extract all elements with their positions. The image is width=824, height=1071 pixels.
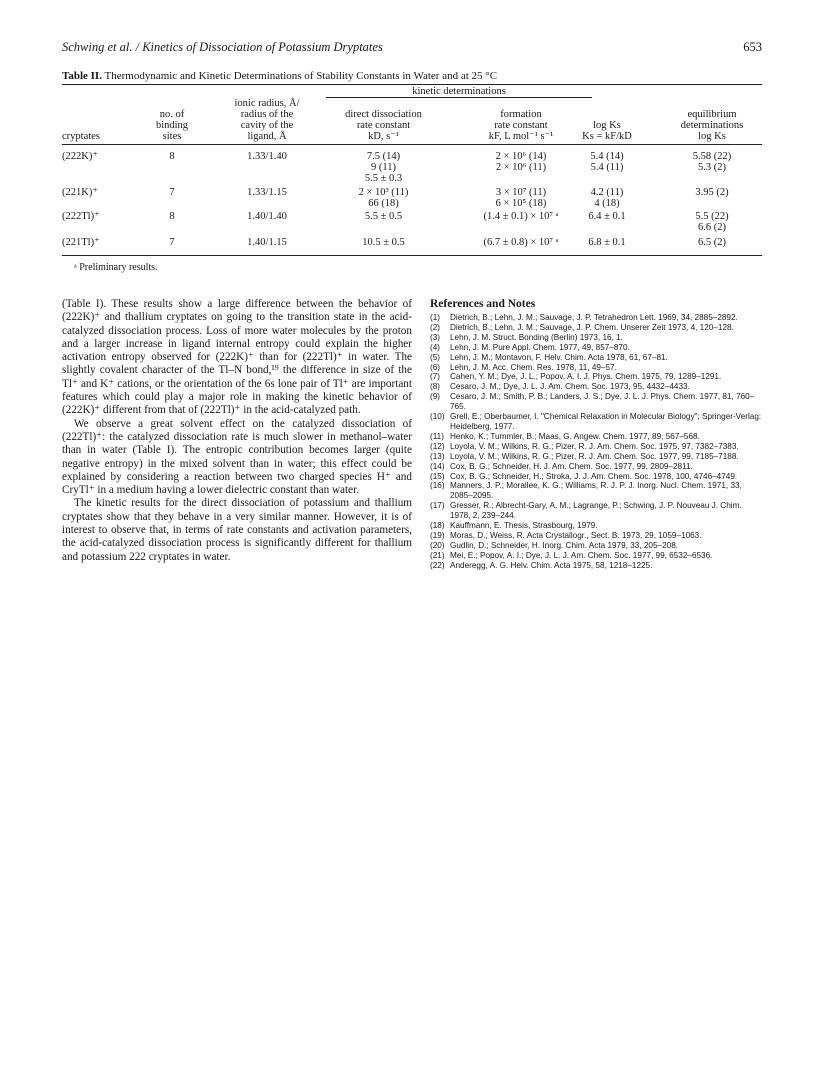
reference-item (430, 372, 764, 382)
reference-number: (14) (430, 461, 445, 471)
reference-item (430, 353, 764, 363)
reference-number: (16) (430, 481, 445, 491)
reference-item (430, 333, 764, 343)
reference-number: (6) (430, 362, 441, 372)
reference-item (430, 531, 764, 541)
reference-text: Cahen, Y. M.; Dye, J. L.; Popov, A. I. J. Phys. Chem. 1975, 79, 1289–1291. (450, 372, 722, 382)
table-cell-cryptates: (221Tl)⁺ (62, 237, 100, 248)
reference-item (430, 452, 764, 462)
table-cell-binding: 7 (169, 237, 175, 248)
reference-number: (10) (430, 412, 445, 422)
table-bottom-rule (62, 255, 762, 256)
table-cell-kd: 5.5 ± 0.3 (364, 173, 403, 184)
header-kf-line: kF, L mol⁻¹ s⁻¹ (488, 131, 554, 142)
header-logks-line: log Ks (593, 120, 621, 131)
table-cell-kf: 3 × 10⁷ (11) (495, 187, 547, 198)
reference-text: Grell, E.; Oberbaumer, I. "Chemical Relaxation in Molecular Biology"; Springer-Verlag: Heidelberg, 1977. (450, 412, 762, 431)
references-list (430, 313, 764, 571)
table-cell-kd: 66 (18) (368, 198, 399, 209)
reference-text: Lehn, J. M. Acc. Chem. Res. 1978, 11, 49–57. (450, 362, 617, 372)
reference-number: (11) (430, 431, 444, 441)
table-cell-equil: 6.5 (2) (698, 237, 726, 248)
reference-item (430, 323, 764, 333)
table-cell-equil: 5.3 (2) (698, 162, 726, 173)
kinetic-group-header: kinetic determinations (412, 86, 506, 97)
table-header-rule (62, 144, 762, 145)
reference-number: (4) (430, 342, 441, 352)
table-cell-equil: 5.58 (22) (692, 151, 732, 162)
header-radius-line: ionic radius, Å/ (234, 98, 300, 109)
reference-number: (3) (430, 332, 441, 342)
table-cell-kd: 2 × 10³ (11) (358, 187, 409, 198)
reference-text: Moras, D.; Weiss, R. Acta Crystallogr., Sect. B. 1973, 29, 1059–1063. (450, 530, 702, 540)
table-cell-equil: 3.95 (2) (695, 187, 729, 198)
reference-text: Lehn, J. M. Struct. Bonding (Berlin) 1973, 16, 1. (450, 332, 623, 342)
table-cell-radius: 1.33/1.15 (247, 187, 287, 198)
table-cell-kd: 9 (11) (371, 162, 396, 173)
table-cell-equil: 6.6 (2) (698, 222, 726, 233)
reference-text: Manners, J. P.; Morallee, K. G.; Williams, R. J. P. J. Inorg. Nucl. Chem. 1971, 33, 2085–2095. (450, 481, 742, 501)
reference-number: (13) (430, 451, 445, 461)
table-caption-text: Thermodynamic and Kinetic Determinations of Stability Constants in Water and at 25 °C (104, 70, 498, 82)
reference-number: (21) (430, 550, 445, 560)
reference-number: (9) (430, 392, 441, 402)
header-equil-line: equilibrium (687, 109, 737, 120)
header-kd-line: rate constant (356, 120, 411, 131)
table-cell-kf: 6 × 10⁵ (18) (495, 198, 547, 209)
header-binding-line: binding (155, 120, 189, 131)
reference-item (430, 462, 764, 472)
table-cell-cryptates: (221K)⁺ (62, 187, 98, 198)
table-cell-binding: 8 (169, 151, 175, 162)
table-cell-kf: 2 × 10⁶ (11) (495, 162, 547, 173)
header-kf-line: rate constant (494, 120, 548, 131)
table-cell-kd: 7.5 (14) (366, 151, 401, 162)
reference-item (430, 501, 764, 521)
table-label: Table II. (62, 70, 102, 82)
table-cell-kf: (6.7 ± 0.8) × 10⁷ ᵃ (483, 237, 559, 248)
references-section (430, 298, 764, 571)
references-heading: References and Notes (430, 298, 536, 310)
header-equil-line: log Ks (698, 131, 726, 142)
body-paragraph: We observe a great solvent effect on the catalyzed dissociation of (222Tl)⁺: the catalyzed dissociation rate is much slower in methanol–water than in water (Table I). The entropic contribution becomes larger (quite negative entropy) in the mixed solvent than in water; this effect could be explained by considering a reaction between two charged species H⁺ and CryTl⁺ in a medium having a lower dielectric constant than water. (62, 417, 412, 497)
table-cell-equil: 5.5 (22) (695, 211, 729, 222)
reference-number: (17) (430, 501, 445, 511)
reference-text: Kauffmann, E. Thesis, Strasbourg, 1979. (450, 521, 598, 531)
table-cell-cryptates: (222K)⁺ (62, 151, 98, 162)
reference-text: Dietrich, B.; Lehn, J. M.; Sauvage, J. P. Chem. Unserer Zeit 1973, 4, 120–128. (450, 322, 734, 332)
header-binding-line: sites (162, 131, 182, 142)
table-cell-kd: 10.5 ± 0.5 (362, 237, 405, 248)
reference-text: Cesaro, J. M.; Dye, J. L. J. Am. Chem. Soc. 1973, 95, 4432–4433. (450, 382, 690, 392)
reference-text: Mei, E.; Popov, A. I.; Dye, J. L. J. Am. Chem. Soc. 1977, 99, 6532–6536. (450, 550, 713, 560)
reference-item (430, 561, 764, 571)
header-cryptates-line: cryptates (62, 131, 100, 142)
reference-number: (15) (430, 471, 445, 481)
reference-number: (2) (430, 322, 441, 332)
table-cell-logks: 4 (18) (594, 198, 620, 209)
table-caption (62, 70, 497, 82)
header-radius-line: cavity of the (240, 120, 294, 131)
running-head (62, 40, 762, 56)
reference-number: (5) (430, 352, 441, 362)
header-equil-line: determinations (680, 120, 744, 131)
header-logks-line: Ks = kF/kD (582, 131, 632, 142)
reference-item (430, 363, 764, 373)
reference-number: (8) (430, 382, 441, 392)
table-cell-logks: 6.8 ± 0.1 (588, 237, 626, 248)
reference-item (430, 541, 764, 551)
reference-number: (20) (430, 540, 445, 550)
reference-text: Gudlin, D.; Schneider, H. Inorg. Chim. Acta 1979, 33, 205–208. (450, 540, 679, 550)
reference-number: (7) (430, 372, 441, 382)
table-cell-kf: 2 × 10⁶ (14) (495, 151, 547, 162)
reference-text: Loyola, V. M.; Wilkins, R. G.; Pizer, R. J. Am. Chem. Soc. 1975, 97, 7382–7383. (450, 441, 739, 451)
reference-item (430, 392, 764, 412)
reference-text: Lehn, J. M. Pure Appl. Chem. 1977, 49, 857–870. (450, 342, 630, 352)
table-cell-radius: 1.33/1.40 (247, 151, 287, 162)
header-radius-line: radius of the (240, 109, 294, 120)
running-head-title: Schwing et al. / Kinetics of Dissociation of Potassium Dryptates (62, 40, 383, 54)
page-number: 653 (743, 40, 762, 54)
table-top-rule (62, 84, 762, 85)
reference-number: (22) (430, 560, 445, 570)
reference-text: Gresser, R.; Albrecht-Gary, A. M.; Lagrange, P.; Schwing, J. P. Nouveau J. Chim. 1978, 2, 239–244. (450, 501, 742, 521)
table-cell-logks: 5.4 (14) (590, 151, 624, 162)
reference-item (430, 432, 764, 442)
table-cell-kd: 5.5 ± 0.5 (364, 211, 403, 222)
reference-number: (1) (430, 313, 441, 322)
reference-item (430, 521, 764, 531)
reference-text: Henko, K.; Tummler, B.; Maas, G. Angew. Chem. 1977, 89, 567–568. (450, 431, 700, 441)
body-text-column (62, 298, 412, 564)
header-kf-line: formation (500, 109, 542, 120)
table-cell-logks: 4.2 (11) (590, 187, 624, 198)
reference-item (430, 382, 764, 392)
table-cell-logks: 6.4 ± 0.1 (588, 211, 626, 222)
table-cell-radius: 1.40/1.40 (247, 211, 287, 222)
table-cell-radius: 1.40/1.15 (247, 237, 287, 248)
table-cell-binding: 8 (169, 211, 175, 222)
header-kd-line: kD, s⁻¹ (368, 131, 399, 142)
table-cell-logks: 5.4 (11) (590, 162, 624, 173)
reference-item (430, 481, 764, 501)
reference-text: Cesaro, J. M.; Smith, P. B.; Landers, J. S.; Dye, J. L. J. Phys. Chem. 1977, 81, 760–765. (450, 392, 755, 412)
reference-item (430, 343, 764, 353)
table-cell-binding: 7 (169, 187, 175, 198)
reference-text: Anderegg, A. G. Helv. Chim. Acta 1975, 58, 1218–1225. (450, 560, 653, 570)
header-radius-line: ligand, Å (247, 131, 287, 142)
table-footnote: ᵃ Preliminary results. (74, 262, 158, 273)
body-paragraph: The kinetic results for the direct dissociation of potassium and thallium cryptates show that they behave in a very similar manner. However, it is of interest to observe that, in terms of rate constants and activation parameters, the acid-catalyzed dissociation process is significantly different for thallium and potassium 222 cryptates in water. (62, 497, 412, 563)
reference-number: (12) (430, 441, 445, 451)
reference-text: Cox, B. G.; Schneider, H.; Stroka, J. J. Am. Chem. Soc. 1978, 100, 4746–4749. (450, 471, 738, 481)
reference-number: (19) (430, 530, 445, 540)
header-kd-line: direct dissociation (345, 109, 422, 120)
reference-text: Dietrich, B.; Lehn, J. M.; Sauvage, J. P. Tetrahedron Lett. 1969, 34, 2885–2892. (450, 313, 738, 322)
table-cell-kf: (1.4 ± 0.1) × 10⁷ ᵃ (483, 211, 559, 222)
reference-item (430, 442, 764, 452)
reference-number: (18) (430, 521, 445, 531)
reference-text: Loyola, V. M.; Wilkins, R. G.; Pizer, R. J. Am. Chem. Soc. 1977, 99, 7185–7188. (450, 451, 739, 461)
reference-text: Lehn, J. M.; Montavon, F. Helv. Chim. Acta 1978, 61, 67–81. (450, 352, 668, 362)
reference-item (430, 313, 764, 323)
reference-item (430, 551, 764, 561)
reference-item (430, 412, 764, 432)
table-cell-cryptates: (222Tl)⁺ (62, 211, 100, 222)
reference-item (430, 472, 764, 482)
reference-text: Cox, B. G.; Schneider, H. J. Am. Chem. Soc. 1977, 99, 2809–2811. (450, 461, 693, 471)
kinetic-group-rule (326, 97, 592, 98)
header-binding-line: no. of (159, 109, 185, 120)
body-paragraph: (Table I). These results show a large difference between the behavior of (222K)⁺ and thallium cryptates on going to the transition state in the acid-catalyzed dissociation process. Loss of more water molecules by the proton and a larger increase in ligand internal entropy could explain the higher activation entropy observed for (222K)⁺ than for (222Tl)⁺ in water. The slightly covalent character of the Tl–N bond,¹⁹ the difference in size of the Tl⁺ and K⁺ cations, or the orientation of the 6s lone pair of Tl⁺ are important features which could play a major role in making the kinetic behavior of (222K)⁺ different from that of (222Tl)⁺ in the acid-catalyzed path. (62, 298, 412, 417)
